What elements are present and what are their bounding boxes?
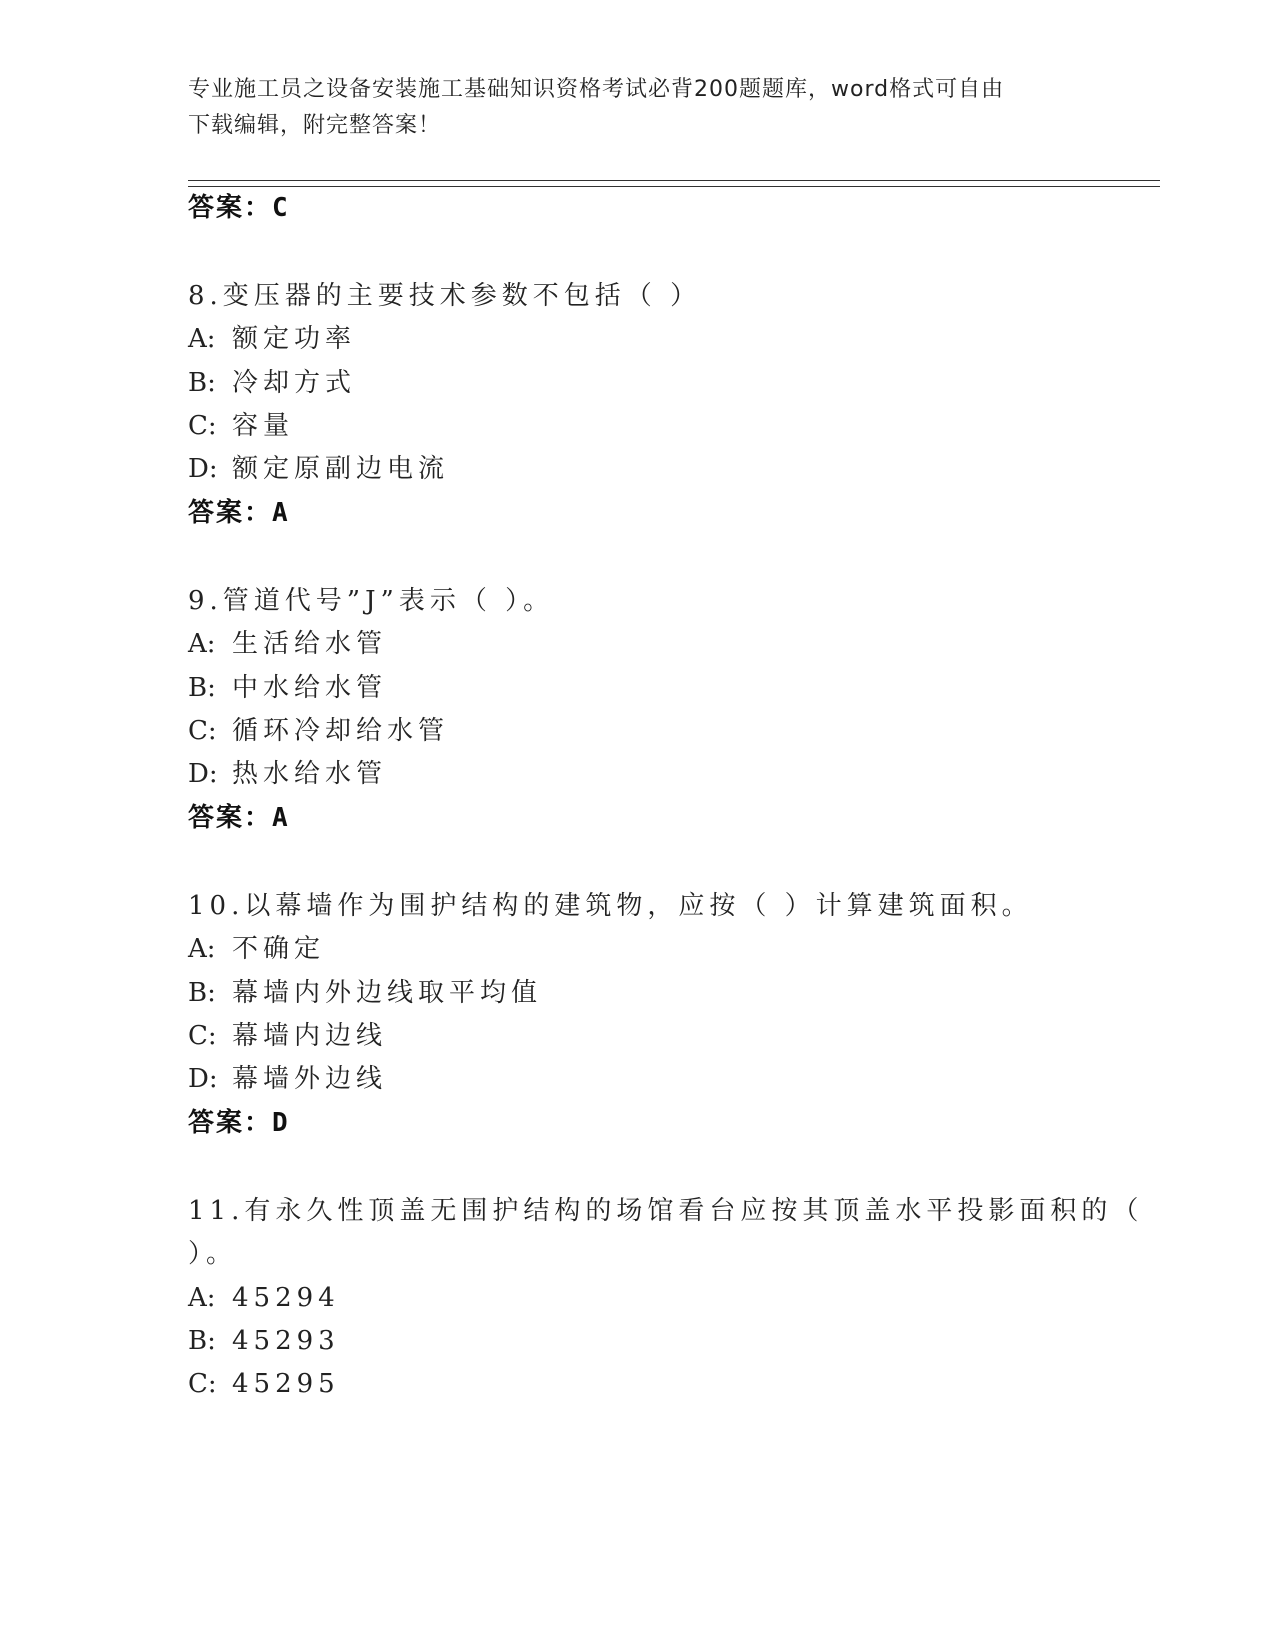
question-8-answer: 答案：A: [188, 498, 290, 528]
option-text: 幕墙外边线: [232, 1064, 388, 1094]
question-9-option-d: [188, 756, 387, 792]
header-divider: [188, 180, 1160, 187]
option-text: 额定原副边电流: [232, 454, 450, 484]
option-letter: A:: [188, 934, 216, 964]
option-letter: B:: [188, 1326, 216, 1356]
option-text: 中水给水管: [232, 673, 388, 703]
option-text: 幕墙内边线: [232, 1021, 388, 1051]
question-11-stem-line-2: ）。: [188, 1239, 238, 1269]
option-letter: D:: [188, 1064, 218, 1094]
option-letter: C:: [188, 716, 217, 746]
question-8-stem: 8.变压器的主要技术参数不包括（ ）: [188, 281, 702, 311]
option-text: 生活给水管: [232, 629, 388, 659]
question-11-stem-line-1: 11.有永久性顶盖无围护结构的场馆看台应按其顶盖水平投影面积的（: [188, 1196, 1144, 1226]
option-letter: C:: [188, 1021, 217, 1051]
option-letter: B:: [188, 978, 216, 1008]
option-text: 45294: [232, 1283, 340, 1313]
option-text: 冷却方式: [232, 368, 357, 398]
question-8-option-c: [188, 408, 294, 444]
question-9-answer: 答案：A: [188, 803, 290, 833]
document-header: [188, 72, 1078, 144]
option-letter: B:: [188, 673, 216, 703]
question-10-option-b: [188, 975, 542, 1011]
question-11-option-b: [188, 1323, 340, 1359]
option-letter: A:: [188, 324, 216, 354]
question-9-option-c: [188, 713, 449, 749]
question-8-option-d: [188, 451, 449, 487]
question-8-option-a: [188, 321, 356, 357]
question-11-option-a: [188, 1280, 340, 1316]
question-10-answer: 答案：D: [188, 1108, 290, 1138]
option-letter: B:: [188, 368, 216, 398]
question-10-option-d: [188, 1061, 387, 1097]
question-11-option-c: [188, 1366, 340, 1402]
question-10-stem: 10.以幕墙作为围护结构的建筑物，应按（ ）计算建筑面积。: [188, 891, 1033, 921]
question-9-stem: 9.管道代号”J”表示（ ）。: [188, 586, 555, 616]
option-letter: A:: [188, 1283, 216, 1313]
option-letter: D:: [188, 759, 218, 789]
option-text: 循环冷却给水管: [232, 716, 450, 746]
question-9-option-b: [188, 670, 387, 706]
option-letter: D:: [188, 454, 218, 484]
question-9-option-a: [188, 626, 387, 662]
option-letter: A:: [188, 629, 216, 659]
question-10-option-c: [188, 1018, 387, 1054]
header-line-1: 专业施工员之设备安装施工基础知识资格考试必背200题题库，word格式可自由: [188, 77, 1005, 102]
option-text: 热水给水管: [232, 759, 388, 789]
question-10-option-a: [188, 931, 325, 967]
answer-prev: 答案：C: [188, 193, 290, 223]
option-text: 45295: [232, 1369, 340, 1399]
option-letter: C:: [188, 1369, 217, 1399]
option-text: 额定功率: [232, 324, 357, 354]
option-text: 45293: [232, 1326, 340, 1356]
option-text: 不确定: [232, 934, 326, 964]
question-8-option-b: [188, 365, 356, 401]
header-line-2: 下载编辑，附完整答案！: [188, 113, 442, 138]
option-letter: C:: [188, 411, 217, 441]
option-text: 幕墙内外边线取平均值: [232, 978, 543, 1008]
option-text: 容量: [232, 411, 295, 441]
